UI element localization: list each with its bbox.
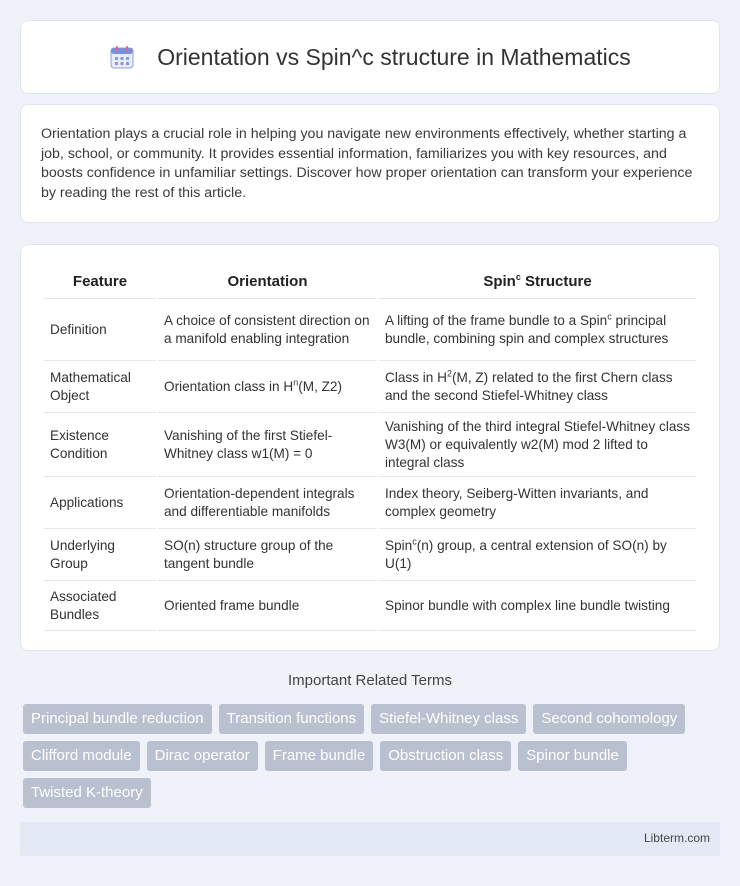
cell-orientation: SO(n) structure group of the tangent bundle [158,529,377,581]
tag-second-cohomology[interactable]: Second cohomology [533,704,685,734]
table-header-row [44,267,696,299]
cell-orientation: A choice of consistent direction on a manifold enabling integration [158,299,377,361]
cell-spinc: Index theory, Seiberg-Witten invariants, and complex geometry [379,477,696,529]
tag-stiefel-whitney-class[interactable]: Stiefel-Whitney class [371,704,526,734]
tag-obstruction-class[interactable]: Obstruction class [380,741,511,771]
header-spinc: Spin$^c$ Structure [379,267,696,299]
tag-twisted-k-theory[interactable]: Twisted K-theory [23,778,151,808]
tag-spinor-bundle[interactable]: Spinor bundle [518,741,627,771]
header-orientation: Orientation [158,267,377,299]
cell-feature: Underlying Group [44,529,156,581]
cell-spinc: A lifting of the frame bundle to a Spin$^c$ principal bundle, combining spin and complex structures [379,299,696,361]
cell-spinc: Class in $H^2(M$, Z) related to the first Chern class and the second Stiefel-Whitney class [379,361,696,413]
tag-clifford-module[interactable]: Clifford module [23,741,140,771]
cell-feature: Definition [44,299,156,361]
table-row [44,529,696,581]
tag-dirac-operator[interactable]: Dirac operator [147,741,258,771]
title-wrap [109,44,631,71]
table-row [44,361,696,413]
page-title: Orientation vs Spin^c structure in Mathematics [157,43,631,70]
cell-orientation: Oriented frame bundle [158,581,377,631]
cell-spinc: Vanishing of the third integral Stiefel-Whitney class W3(M) or equivalently w2(M) mod 2 lifted to integral class [379,413,696,477]
cell-spinc: Spinor bundle with complex line bundle twisting [379,581,696,631]
table-row [44,581,696,631]
table-row [44,413,696,477]
header-feature: Feature [44,267,156,299]
table-row [44,299,696,361]
comparison-table [42,267,698,631]
cell-orientation: Orientation-dependent integrals and differentiable manifolds [158,477,377,529]
tag-principal-bundle-reduction[interactable]: Principal bundle reduction [23,704,212,734]
intro-text: Orientation plays a crucial role in helping you navigate new environments effectively, whether starting a job, school, or community. It provides essential information, familiarizes you with key resources, and boosts confidence in unfamiliar settings. Discover how proper orientation can transform your experience by reading the rest of this article. [41,126,693,201]
related-terms-title: Important Related Terms [288,672,452,689]
header-card [20,20,720,94]
comparison-card [20,244,720,651]
cell-orientation: Orientation class in $H^n(M$, Z2) [158,361,377,413]
cell-feature: Associated Bundles [44,581,156,631]
cell-orientation: Vanishing of the first Stiefel-Whitney class w1(M) = 0 [158,413,377,477]
cell-feature: Mathematical Object [44,361,156,413]
footer [20,822,720,856]
intro-card [20,104,720,223]
cell-feature: Applications [44,477,156,529]
tag-frame-bundle[interactable]: Frame bundle [265,741,374,771]
footer-brand[interactable]: Libterm.com [643,831,710,845]
table-row [44,477,696,529]
calendar-icon [109,44,135,70]
cell-feature: Existence Condition [44,413,156,477]
tag-transition-functions[interactable]: Transition functions [219,704,365,734]
related-tags [23,704,723,808]
cell-spinc: Spin$^c$(n) group, a central extension of SO(n) by U(1) [379,529,696,581]
